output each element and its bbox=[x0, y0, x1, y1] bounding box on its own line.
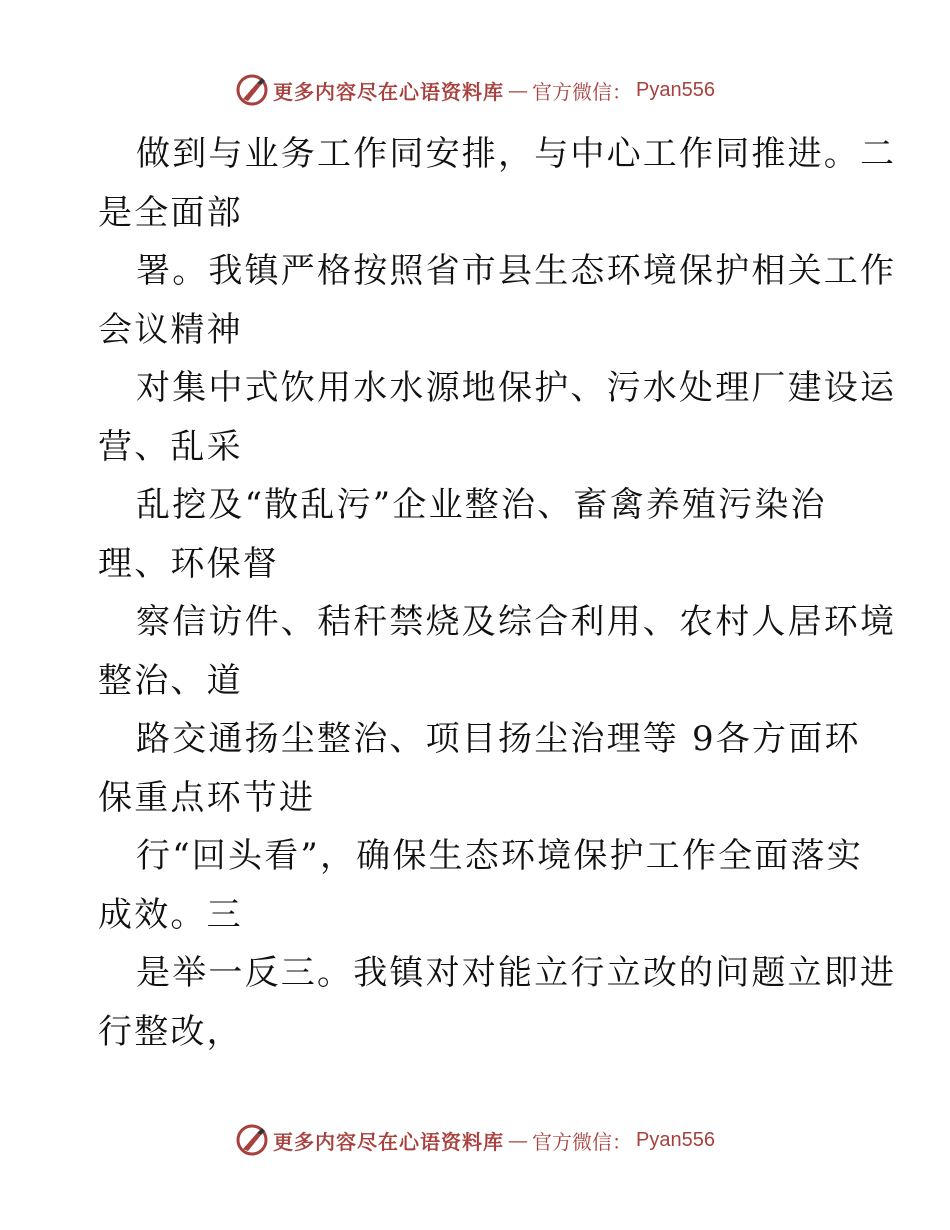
header-banner bbox=[0, 70, 950, 110]
banner-wechat-id: Pyan556 bbox=[636, 78, 715, 101]
text-line: 察信访件、秸秆禁烧及综合利用、农村人居环境 bbox=[136, 602, 897, 642]
text-line: 行“回头看”，确保生态环境保护工作全面落实 bbox=[136, 836, 863, 876]
text-line: 路交通扬尘整治、项目扬尘治理等 9各方面环 bbox=[136, 719, 861, 759]
text-line: 整治、道 bbox=[98, 660, 243, 701]
text-line: 成效。三 bbox=[98, 894, 243, 935]
text-line: 理、环保督 bbox=[98, 543, 279, 584]
text-line: 行整改， bbox=[98, 1011, 243, 1052]
text-line: 是全面部 bbox=[98, 192, 243, 233]
text-line: 对集中式饮用水水源地保护、污水处理厂建设运 bbox=[136, 368, 897, 408]
text-line: 保重点环节进 bbox=[98, 777, 316, 818]
text-line: 乱挖及“散乱污”企业整治、畜禽养殖污染治 bbox=[136, 485, 827, 525]
pen-logo-icon bbox=[235, 1123, 269, 1157]
banner-wechat-id: Pyan556 bbox=[636, 1128, 715, 1151]
pen-logo-icon bbox=[235, 73, 269, 107]
text-line: 做到与业务工作同安排，与中心工作同推进。二 bbox=[136, 134, 897, 174]
banner-text: 更多内容尽在心语资料库 bbox=[273, 79, 505, 104]
banner-wechat-label: 官方微信： bbox=[532, 1129, 633, 1154]
text-line: 会议精神 bbox=[98, 309, 243, 350]
text-line: 署。我镇严格按照省市县生态环境保护相关工作 bbox=[136, 251, 897, 291]
banner-separator: — bbox=[508, 1128, 529, 1152]
banner-text: 更多内容尽在心语资料库 bbox=[273, 1129, 505, 1154]
banner-wechat-label: 官方微信： bbox=[532, 79, 633, 104]
footer-banner bbox=[0, 1120, 950, 1160]
text-line: 是举一反三。我镇对对能立行立改的问题立即进 bbox=[136, 953, 897, 993]
text-line: 营、乱采 bbox=[98, 426, 243, 467]
document-body bbox=[98, 125, 897, 1061]
banner-separator: — bbox=[508, 78, 529, 102]
